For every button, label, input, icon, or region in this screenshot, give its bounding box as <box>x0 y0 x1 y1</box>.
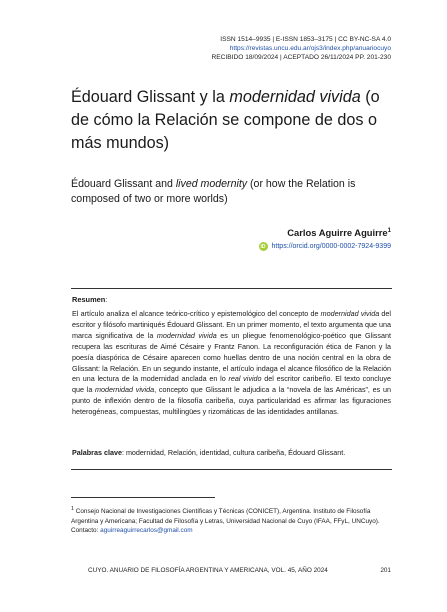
article-subtitle-english: Édouard Glissant and lived modernity (or how the Relation is composed of two or more worlds) <box>71 178 356 205</box>
orcid-link[interactable]: https://orcid.org/0000-0002-7924-9399 <box>271 243 391 250</box>
author-name: Carlos Aguirre Aguirre$^1$ <box>287 227 391 238</box>
contact-email-link[interactable]: aguirreaguirrecarlos@gmail.com <box>100 527 193 535</box>
author-footnote-marker[interactable]: 1 <box>387 227 391 234</box>
dates-line: RECIBIDO 18/09/2024 | ACEPTADO 26/11/2024 PP. 201-230 <box>211 54 391 61</box>
journal-url-link[interactable]: https://revistas.uncu.edu.ar/ojs3/index.php/anuariocuyo <box>229 45 391 52</box>
footnote-divider <box>71 497 215 498</box>
abstract-label: Resumen: <box>72 295 108 304</box>
issn-line: ISSN 1514–9935 | E-ISSN 1853–3175 | CC BY-NC-SA 4.0 <box>220 36 391 43</box>
article-title: Édouard Glissant y la modernidad vivida (o de cómo la Relación se compone de dos o más mundos) <box>71 88 380 152</box>
footnote: $^1$ Consejo Nacional de Investigaciones Científicas y Técnicas (CONICET), Argentina. Instituto de Filosofía Argentina y Americana; Facultad de Filosofía y Letras, Universidad Nacional de Cuyo (IFAA, FFyL, UNCuyo). Contacto: aguirreaguirrecarlos@gmail.com <box>71 506 380 535</box>
abstract-box <box>71 288 392 470</box>
running-footer: CUYO. ANUARIO DE FILOSOFÍA ARGENTINA Y AMERICANA, VOL. 45, AÑO 2024 <box>88 567 328 574</box>
journal-url-line <box>230 44 391 53</box>
orcid-line <box>259 242 391 251</box>
page-number: 201 <box>380 567 391 574</box>
orcid-icon: iD <box>260 243 266 250</box>
abstract-text: El artículo analiza el alcance teórico-crítico y epistemológico del concepto de modernidad vivida del escritor y filósofo martiniqués Édouard Glissant. En un primer momento, el texto argumenta que una marca significativa de la modernidad vivida es un pliegue fenomenológico-poético que Glissant recupera las escrituras de Aimé Césaire y Frantz Fanon. La reconfiguración ética de Fanon y la poesía diaspórica de Césaire aparecen como huellas dentro de una noción central en la obra de Glissant: la Relación. En un segundo instante, el artículo indaga el alcance filosófico de la Relación en una lectura de la modernidad anclada en lo real vivido del escritor caribeño. El texto concluye que la modernidad vivida, concepto que Glissant le adjudica a la “novela de las Américas”, es un punto de inflexión dentro de la filosofía caribeña, cuya particularidad es afirmar las figuraciones heterogéneas, compuestas, multilingües y rizomáticas de las identidades antillanas. <box>72 309 391 417</box>
keywords-label: Palabras clave <box>72 448 122 457</box>
keywords: Palabras clave: modernidad, Relación, identidad, cultura caribeña, Édouard Glissant. <box>72 448 346 457</box>
